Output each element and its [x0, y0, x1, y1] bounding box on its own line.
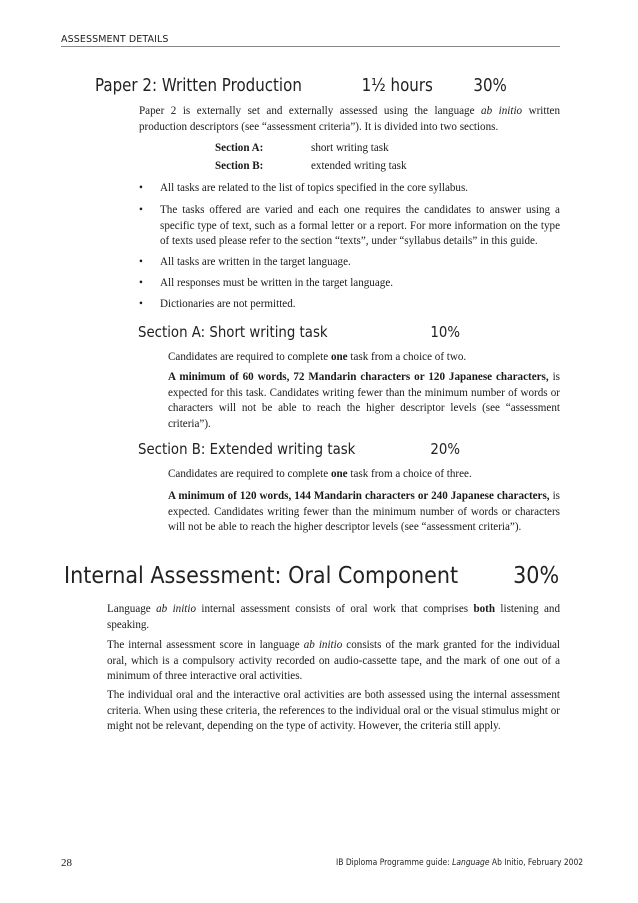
internal-heading	[64, 563, 568, 593]
section-b-weight: 20%	[430, 440, 461, 458]
header-rule	[61, 46, 560, 47]
running-header: ASSESSMENT DETAILS	[61, 34, 169, 45]
list-item: • All tasks are written in the target language.	[160, 255, 560, 271]
list-item: • Dictionaries are not permitted.	[160, 297, 560, 313]
internal-weight: 30%	[513, 563, 560, 589]
section-a-para-1: Candidates are required to complete one task from a choice of two.	[168, 351, 467, 363]
internal-para-1: Language ab initio internal assessment consists of oral work that comprises both listening and speaking.	[107, 603, 561, 631]
list-item: • The tasks offered are varied and each one requires the candidates to answer using a specific type of text, such as a formal letter or a report. For more information on the type of texts used please refer to the section “texts”, under “syllabus details” in this guide.	[139, 204, 560, 247]
page-number: 28	[61, 857, 72, 869]
section-b-title: Section B: Extended writing task	[138, 440, 356, 458]
paper2-weight: 30%	[473, 76, 507, 96]
bullet-icon: •	[139, 204, 143, 216]
section-a-para-2: A minimum of 60 words, 72 Mandarin characters or 120 Japanese characters, is expected for this task. Candidates writing fewer than the minimum number of words or characters will not be able to reach the higher descriptor levels (see “assessment criteria”).	[168, 371, 560, 430]
internal-title: Internal Assessment: Oral Component	[64, 563, 459, 589]
footer-guide-title: IB Diploma Programme guide: Language Ab Initio, February 2002	[336, 858, 584, 868]
bullet-icon: •	[139, 182, 143, 194]
internal-para-2: The internal assessment score in language ab initio consists of the mark granted for the individual oral, which is a compulsory activity recorded on audio-cassette tape, and the mark of one out of a minimum of three interactive oral activities.	[107, 639, 560, 682]
section-b-value: extended writing task	[311, 160, 407, 172]
section-a-heading	[138, 323, 465, 345]
paper2-intro: Paper 2 is externally set and externally assessed using the language ab initio written production descriptors (see “assessment criteria”). It is divided into two sections.	[139, 105, 561, 133]
section-b-key: Section B:	[215, 160, 264, 172]
paper2-title: Paper 2: Written Production	[95, 76, 302, 96]
section-a-weight: 10%	[430, 323, 461, 341]
section-a-key: Section A:	[215, 142, 264, 154]
section-b-para-1: Candidates are required to complete one task from a choice of three.	[168, 468, 472, 480]
bullet-icon: •	[139, 298, 143, 310]
section-b-para-2: A minimum of 120 words, 144 Mandarin characters or 240 Japanese characters, is expected. Candidates writing fewer than the minimum number of words or characters will not be able to reach the higher descriptor levels (see “assessment criteria”).	[168, 490, 560, 533]
internal-para-3: The individual oral and the interactive oral activities are both assessed using the internal assessment criteria. When using these criteria, the references to the individual oral or the visual stimulus might or might not be relevant, depending on the type of activity. However, the criteria still apply.	[107, 689, 560, 732]
section-a-title: Section A: Short writing task	[138, 323, 328, 341]
bullet-icon: •	[139, 256, 143, 268]
section-a-row	[215, 142, 515, 158]
section-b-row	[215, 160, 515, 176]
paper2-heading	[95, 76, 507, 100]
list-item: • All responses must be written in the target language.	[160, 276, 560, 292]
section-b-heading	[138, 440, 465, 462]
paper2-duration: 1½ hours	[361, 76, 433, 96]
section-a-value: short writing task	[311, 142, 389, 154]
list-item: • All tasks are related to the list of topics specified in the core syllabus.	[160, 181, 560, 197]
bullet-icon: •	[139, 277, 143, 289]
